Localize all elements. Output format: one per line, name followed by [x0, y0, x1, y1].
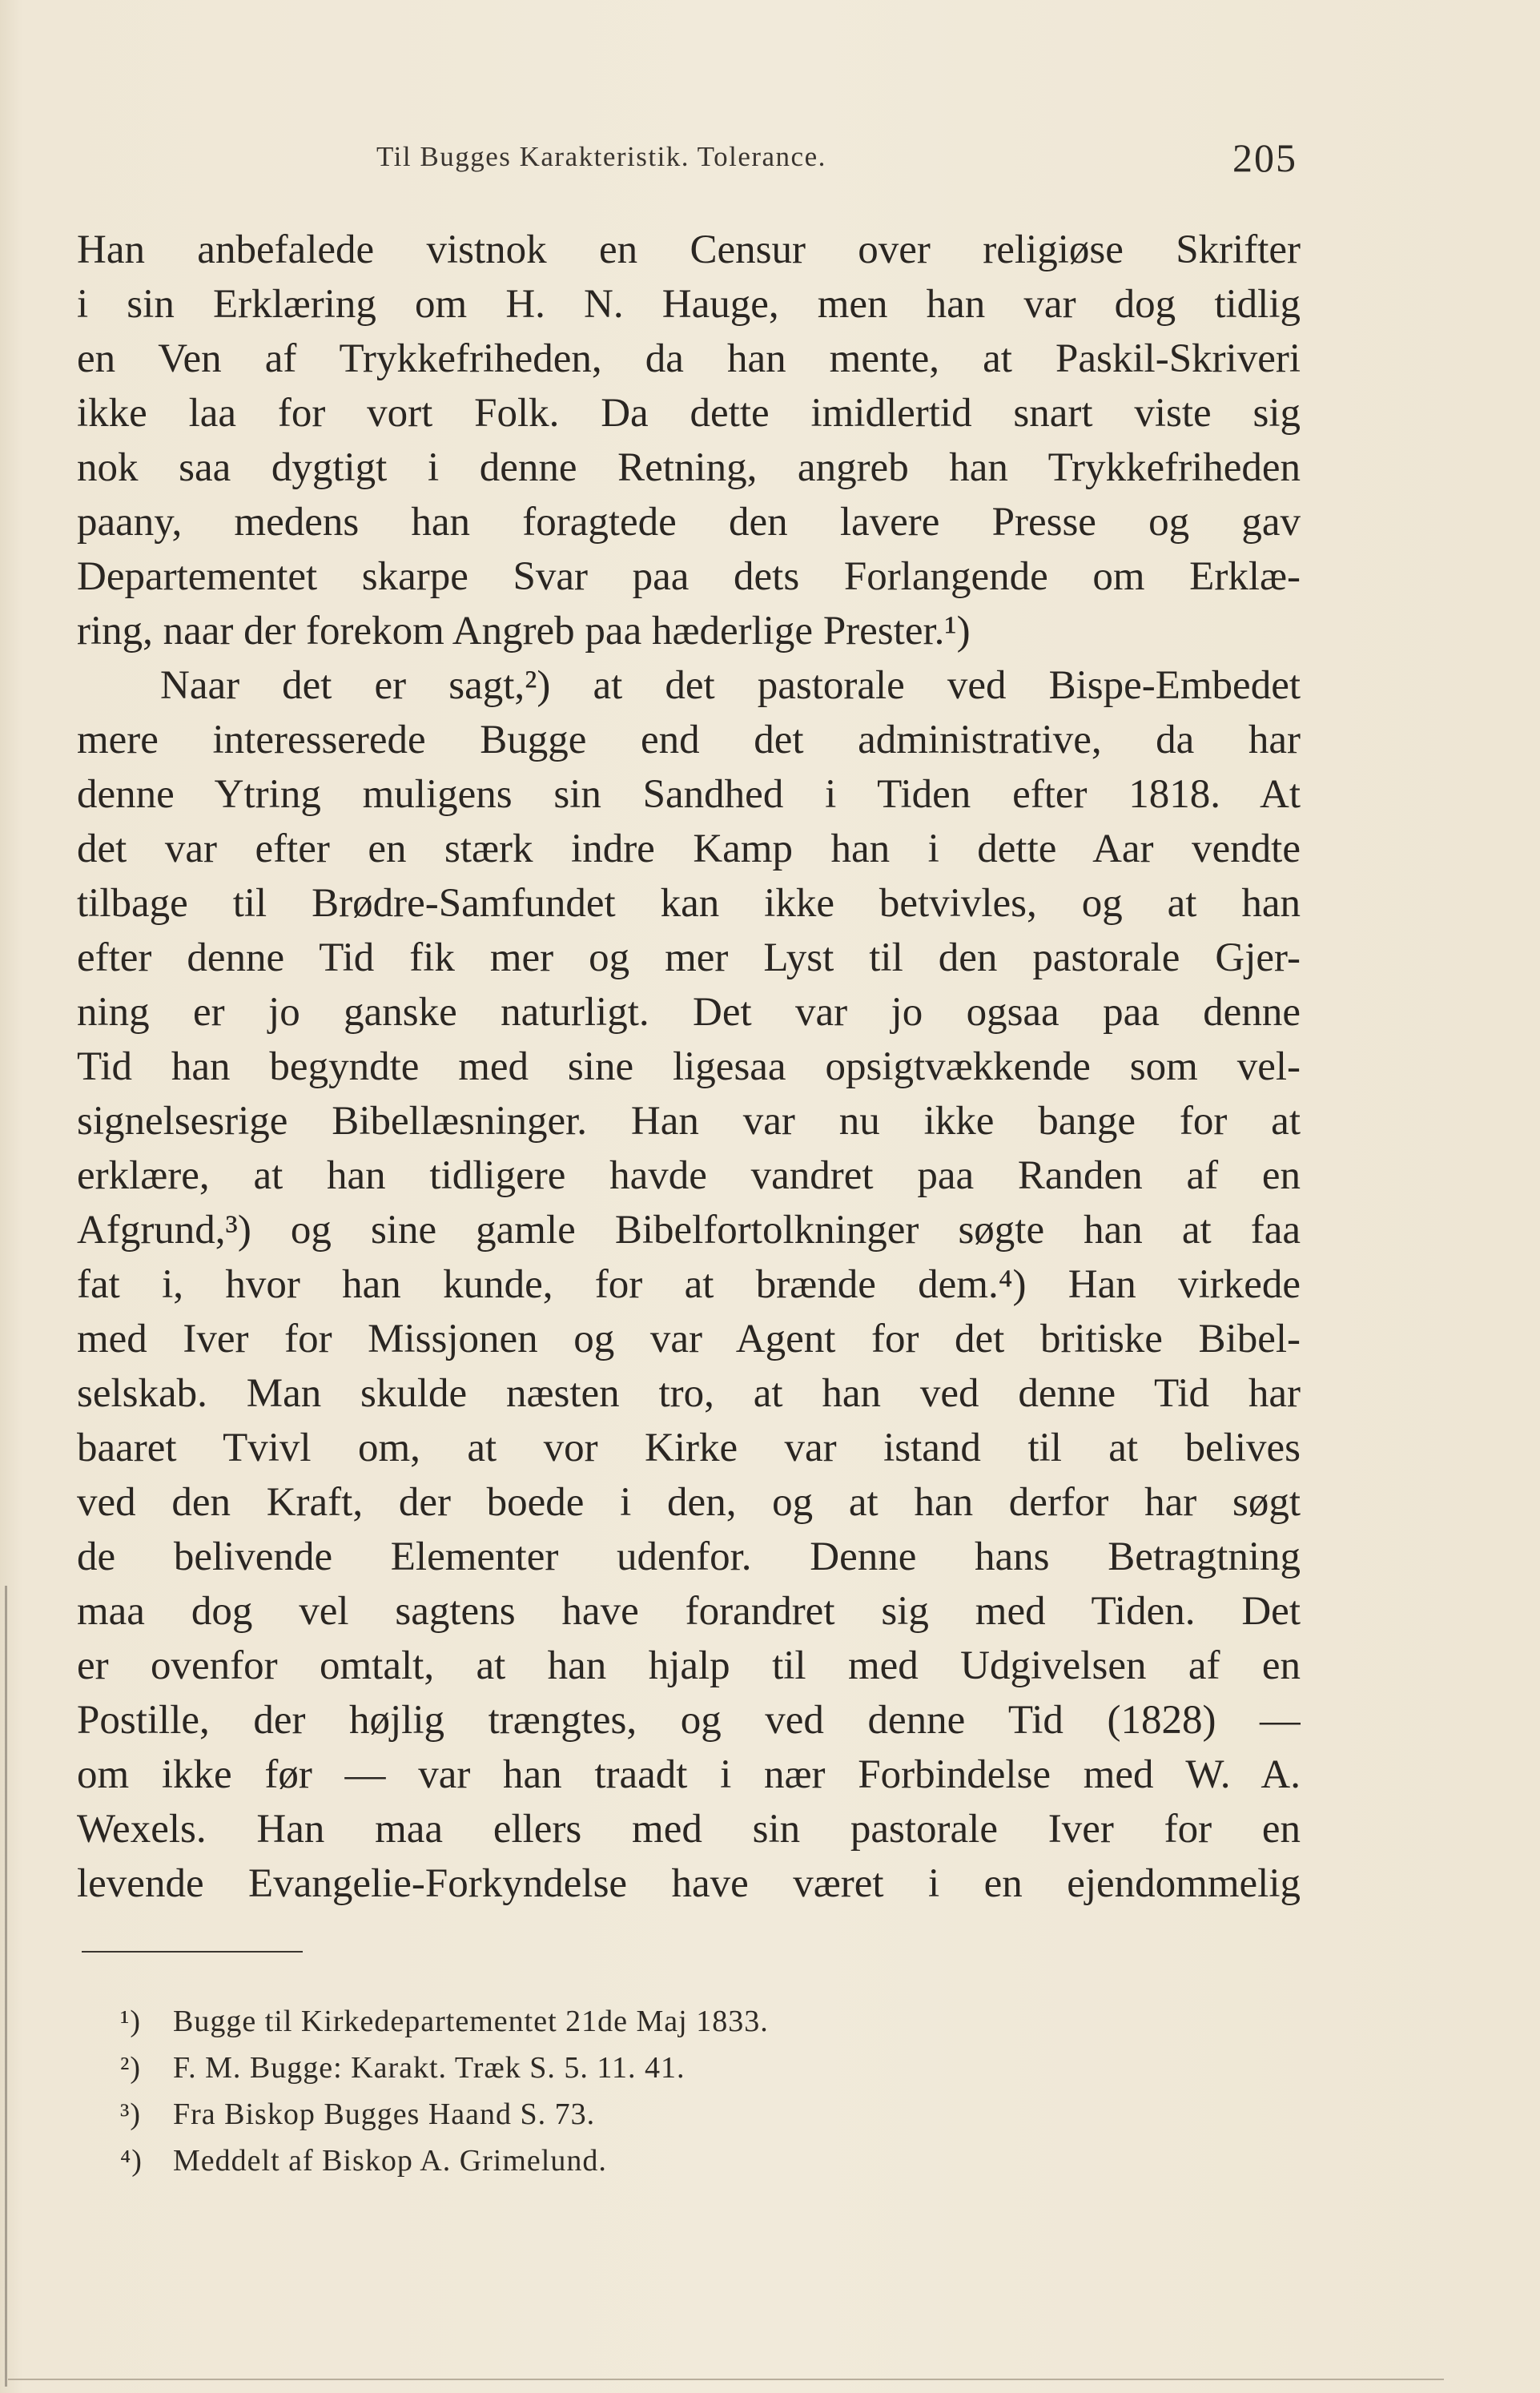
footnote-marker: ³) [120, 2097, 142, 2131]
footnote-3 [120, 2091, 1081, 2138]
text-line: mere interesserede Bugge end det administrative, da har [77, 718, 1301, 762]
footnote-text: Fra Biskop Bugges Haand S. 73. [173, 2097, 596, 2131]
page-bottom-edge [8, 2379, 1444, 2380]
text-line: efter denne Tid fik mer og mer Lyst til den pastorale Gjer- [77, 935, 1301, 980]
footnote-marker: ²) [120, 2051, 142, 2085]
footnote-2 [120, 2045, 1081, 2091]
body-text [77, 223, 1301, 1911]
text-line: Tid han begyndte med sine ligesaa opsigtvækkende som vel- [77, 1044, 1301, 1089]
text-line: selskab. Man skulde næsten tro, at han ved denne Tid har [77, 1371, 1301, 1416]
text-line: baaret Tvivl om, at vor Kirke var istand til at belives [77, 1426, 1301, 1470]
text-line: Naar det er sagt,²) at det pastorale ved Bispe-Embedet [160, 663, 1301, 708]
text-line: denne Ytring muligens sin Sandhed i Tiden efter 1818. At [77, 772, 1301, 817]
running-head: Til Bugges Karakteristik. Tolerance. [376, 141, 826, 172]
text-line: nok saa dygtigt i denne Retning, angreb han Trykkefriheden [77, 445, 1301, 490]
text-line: erklære, at han tidligere havde vandret paa Randen af en [77, 1153, 1301, 1198]
text-line: signelsesrige Bibellæsninger. Han var nu ikke bange for at [77, 1099, 1301, 1144]
footnote-marker: ⁴) [120, 2144, 143, 2178]
text-line: er ovenfor omtalt, at han hjalp til med Udgivelsen af en [77, 1643, 1301, 1688]
text-line: levende Evangelie-Forkyndelse have været i en ejendommelig [77, 1861, 1301, 1906]
text-line: Afgrund,³) og sine gamle Bibelfortolkninger søgte han at faa [77, 1208, 1301, 1253]
footnote-marker: ¹) [120, 2005, 142, 2038]
footnotes [120, 1998, 1081, 2184]
text-line: en Ven af Trykkefriheden, da han mente, at Paskil-Skriveri [77, 336, 1301, 381]
page-header [80, 135, 1297, 191]
footnote-rule [82, 1951, 303, 1953]
text-line: om ikke før — var han traadt i nær Forbindelse med W. A. [77, 1752, 1301, 1797]
text-line: det var efter en stærk indre Kamp han i dette Aar vendte [77, 826, 1301, 871]
text-line: fat i, hvor han kunde, for at brænde dem.⁴) Han virkede [77, 1262, 1301, 1307]
text-line: ved den Kraft, der boede i den, og at han derfor har søgt [77, 1480, 1301, 1525]
footnote-text: Meddelt af Biskop A. Grimelund. [173, 2144, 607, 2178]
footnote-4 [120, 2138, 1081, 2184]
text-line: Wexels. Han maa ellers med sin pastorale Iver for en [77, 1807, 1301, 1852]
page-number: 205 [1232, 135, 1297, 180]
footnote-text: F. M. Bugge: Karakt. Træk S. 5. 11. 41. [173, 2051, 686, 2085]
text-line: ning er jo ganske naturligt. Det var jo ogsaa paa denne [77, 990, 1301, 1035]
text-line: med Iver for Missjonen og var Agent for det britiske Bibel- [77, 1317, 1301, 1361]
text-line: tilbage til Brødre-Samfundet kan ikke betvivles, og at han [77, 881, 1301, 926]
text-line: de belivende Elementer udenfor. Denne hans Betragtning [77, 1534, 1301, 1579]
text-line: maa dog vel sagtens have forandret sig med Tiden. Det [77, 1589, 1301, 1634]
text-line: Han anbefalede vistnok en Censur over religiøse Skrifter [77, 227, 1301, 272]
text-line: Departementet skarpe Svar paa dets Forlangende om Erklæ- [77, 554, 1301, 599]
footnote-1 [120, 1998, 1081, 2045]
text-line: paany, medens han foragtede den lavere Presse og gav [77, 500, 1301, 545]
text-line: Postille, der højlig trængtes, og ved denne Tid (1828) — [77, 1698, 1301, 1743]
text-line: ring, naar der forekom Angreb paa hæderlige Prester.¹) [77, 609, 971, 654]
footnote-text: Bugge til Kirkedepartementet 21de Maj 1833. [173, 2005, 769, 2038]
text-line: ikke laa for vort Folk. Da dette imidlertid snart viste sig [77, 391, 1301, 436]
binding-edge [5, 1586, 7, 2387]
text-line: i sin Erklæring om H. N. Hauge, men han var dog tidlig [77, 282, 1301, 327]
